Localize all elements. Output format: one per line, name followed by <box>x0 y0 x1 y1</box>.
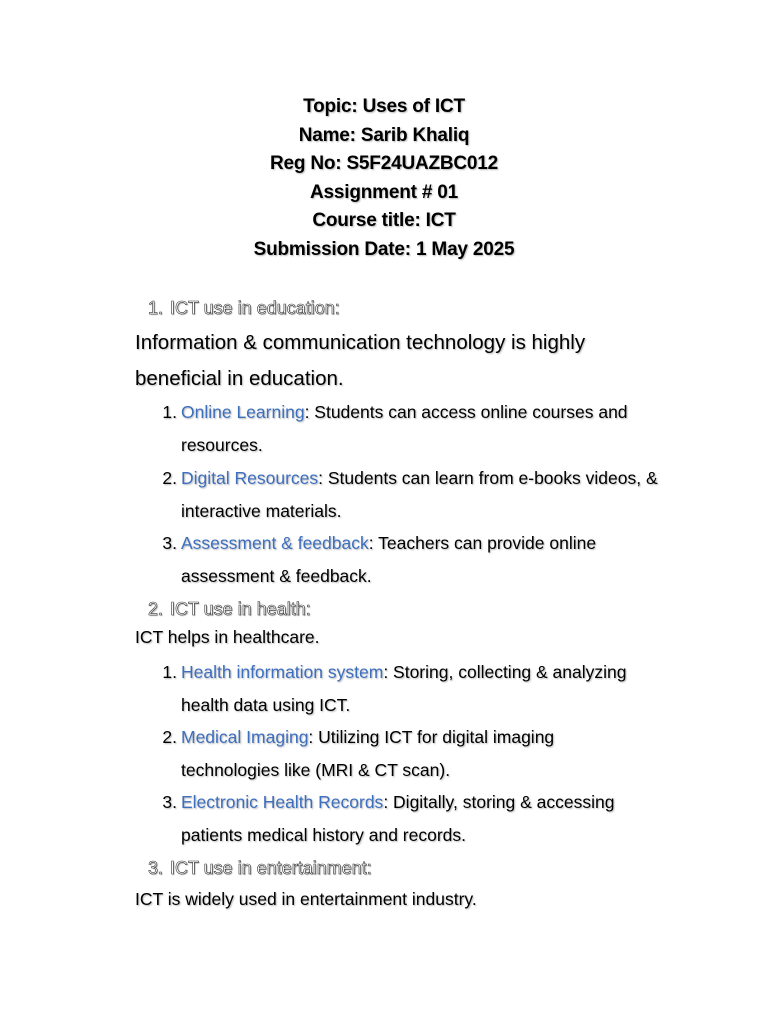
list-item <box>155 786 695 851</box>
term-link[interactable]: Electronic Health Records <box>181 792 384 812</box>
section-intro-line: beneficial in education. <box>135 367 344 390</box>
item-text-continued: resources. <box>181 434 263 455</box>
item-text-continued: assessment & feedback. <box>181 565 372 586</box>
section-intro-line: Information & communication technology is highly <box>135 331 586 354</box>
item-text-continued: technologies like (MRI & CT scan). <box>181 759 451 780</box>
item-text: : Students can access online courses and <box>304 402 628 422</box>
list-item <box>155 527 695 592</box>
assignment-line: Assignment # 01 <box>310 181 458 203</box>
section-heading-text: ICT use in entertainment: <box>170 858 372 878</box>
term-link[interactable]: Digital Resources <box>181 468 319 488</box>
list-item-number: 1. <box>162 662 177 682</box>
list-item <box>155 396 695 461</box>
list-item <box>155 462 695 527</box>
name-line: Name: Sarib Khaliq <box>298 124 470 146</box>
item-text-continued: interactive materials. <box>181 500 342 521</box>
course-title-line: Course title: ICT <box>312 210 456 231</box>
item-text-continued: health data using ICT. <box>181 694 351 715</box>
term-link[interactable]: Health information system <box>181 662 384 682</box>
list-item-number: 2. <box>162 727 177 747</box>
section-heading-text: ICT use in education: <box>170 298 340 318</box>
section-heading-education <box>148 296 340 320</box>
list-item-number: 3. <box>162 792 177 812</box>
item-text: : Students can learn from e-books videos, & <box>318 468 658 488</box>
section-heading-text: ICT use in health: <box>170 599 311 619</box>
section-number: 3. <box>148 858 164 878</box>
term-link[interactable]: Assessment & feedback <box>181 533 369 553</box>
section-heading-entertainment <box>148 856 372 880</box>
list-item <box>155 721 695 786</box>
submission-date-line: Submission Date: 1 May 2025 <box>253 238 515 260</box>
reg-no-line: Reg No: S5F24UAZBC012 <box>269 153 499 174</box>
item-text: : Storing, collecting & analyzing <box>383 662 627 682</box>
term-link[interactable]: Online Learning <box>181 402 305 422</box>
section-heading-health <box>148 597 311 621</box>
document-header <box>0 93 768 264</box>
item-text: : Utilizing ICT for digital imaging <box>308 727 555 747</box>
section-intro-line: ICT is widely used in entertainment industry. <box>135 889 477 909</box>
list-item-number: 2. <box>162 468 177 488</box>
list-item <box>155 656 695 721</box>
item-text: : Digitally, storing & accessing <box>383 792 615 812</box>
item-text: : Teachers can provide online <box>368 533 597 553</box>
term-link[interactable]: Medical Imaging <box>181 727 309 747</box>
topic-line: Topic: Uses of ICT <box>303 96 465 117</box>
section-number: 2. <box>148 599 164 619</box>
section-intro-line: ICT helps in healthcare. <box>135 627 320 647</box>
section-number: 1. <box>148 298 164 318</box>
list-item-number: 1. <box>162 402 177 422</box>
item-text-continued: patients medical history and records. <box>181 824 466 845</box>
list-item-number: 3. <box>162 533 177 553</box>
